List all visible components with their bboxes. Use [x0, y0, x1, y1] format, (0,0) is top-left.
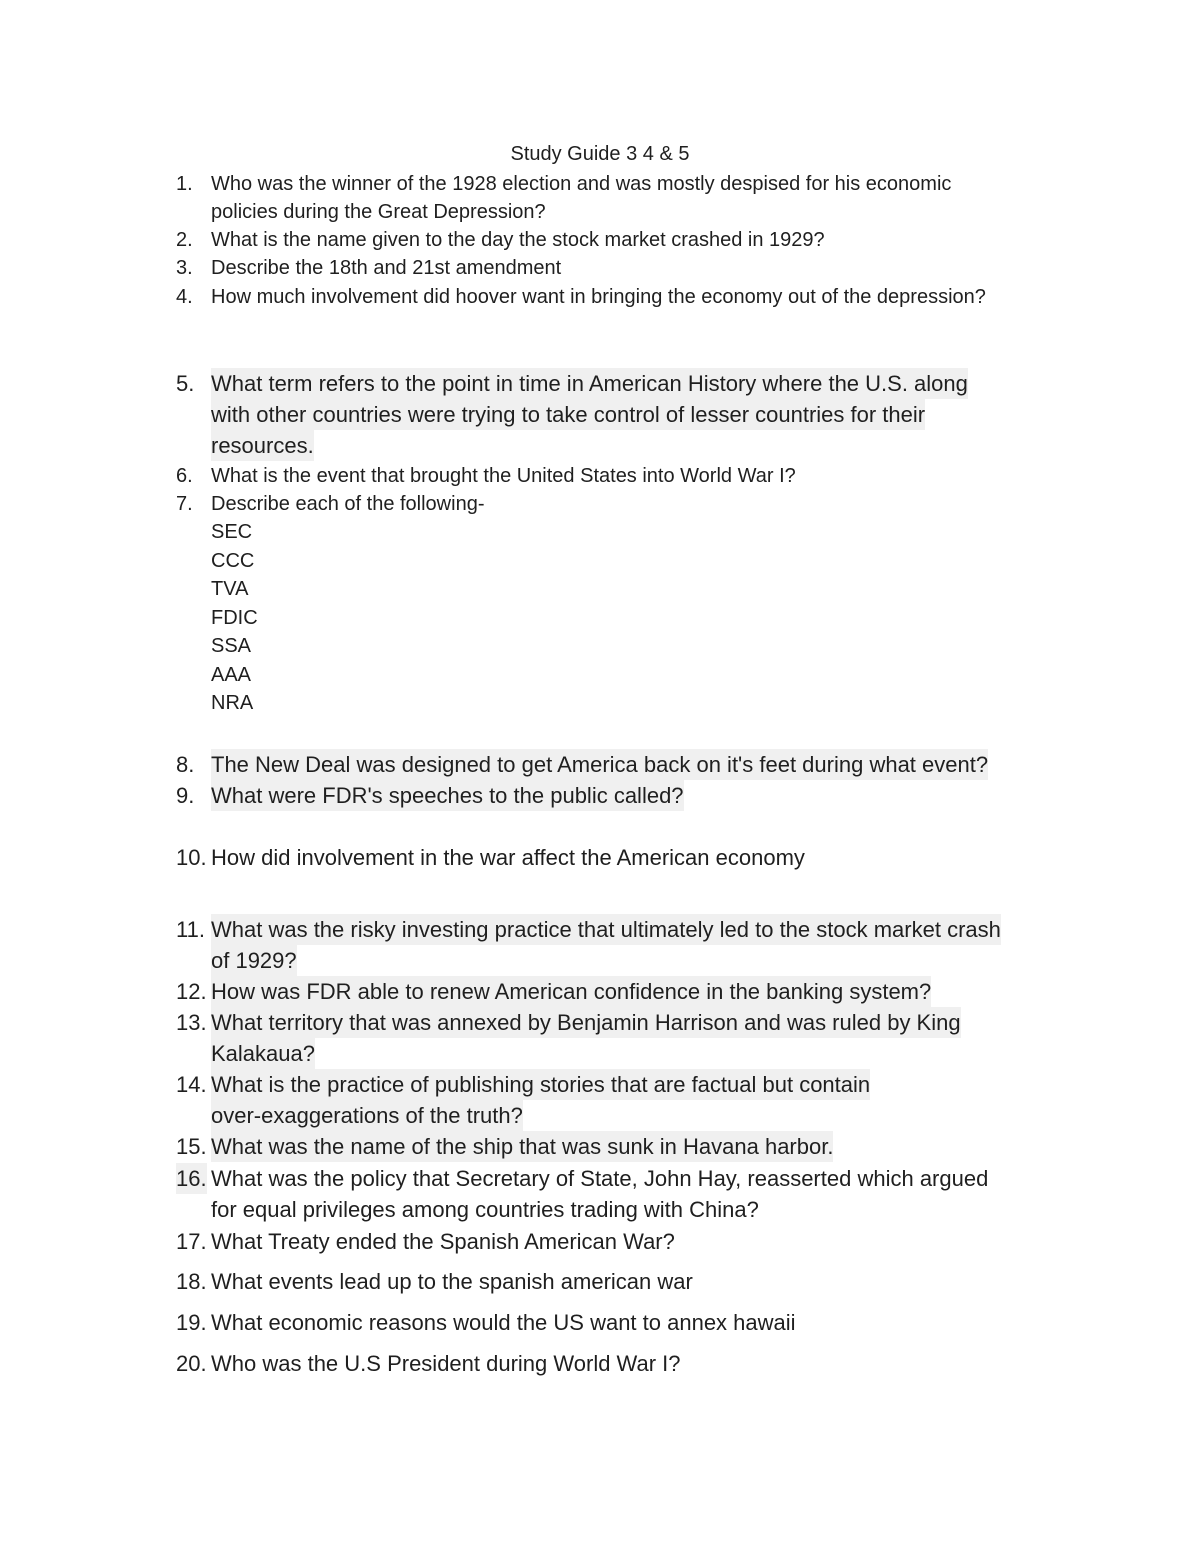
question-number: 9. — [176, 783, 195, 808]
question-number: 8. — [176, 752, 195, 777]
agency-item: SEC — [211, 521, 253, 543]
question-text: The New Deal was designed to get America back on it's feet during what event? — [211, 749, 988, 780]
agency-item: SSA — [211, 635, 252, 657]
question-number: 19. — [176, 1310, 207, 1335]
question-number: 20. — [176, 1351, 207, 1376]
question-text: What was the policy that Secretary of State, John Hay, reasserted which argued — [211, 1166, 989, 1191]
page-title: Study Guide 3 4 & 5 — [510, 143, 690, 165]
question-number: 16. — [176, 1163, 207, 1194]
question-text: resources. — [211, 430, 314, 461]
question-number: 5. — [176, 371, 195, 396]
question-number: 4. — [176, 286, 193, 308]
question-number: 2. — [176, 229, 193, 251]
question-text: What Treaty ended the Spanish American War? — [211, 1229, 675, 1254]
agency-item: NRA — [211, 692, 254, 714]
question-text: What is the event that brought the United States into World War I? — [211, 465, 796, 487]
agency-item: TVA — [211, 578, 249, 600]
question-text: of 1929? — [211, 945, 297, 976]
question-text: How was FDR able to renew American confidence in the banking system? — [211, 976, 931, 1007]
question-text: What term refers to the point in time in American History where the U.S. along — [211, 368, 968, 399]
agency-item: CCC — [211, 549, 255, 572]
question-text: with other countries were trying to take control of lesser countries for their — [211, 399, 925, 430]
question-text: What events lead up to the spanish american war — [211, 1269, 693, 1294]
question-number: 17. — [176, 1229, 207, 1254]
question-number: 11. — [176, 917, 205, 942]
question-text: What was the name of the ship that was sunk in Havana harbor. — [211, 1131, 833, 1162]
question-text: Kalakaua? — [211, 1038, 315, 1069]
agency-item: FDIC — [211, 606, 258, 629]
question-text: Who was the winner of the 1928 election and was mostly despised for his economic — [211, 173, 952, 195]
question-number: 15. — [176, 1134, 207, 1159]
agency-item: AAA — [211, 663, 252, 686]
agency-list — [211, 518, 258, 718]
question-text: What is the name given to the day the stock market crashed in 1929? — [211, 229, 825, 251]
question-text: What territory that was annexed by Benjamin Harrison and was ruled by King — [211, 1007, 961, 1038]
question-text: over-exaggerations of the truth? — [211, 1100, 523, 1131]
question-text: What were FDR's speeches to the public called? — [211, 780, 684, 811]
question-number: 18. — [176, 1269, 207, 1294]
question-text: Describe each of the following- — [211, 493, 485, 515]
question-text: policies during the Great Depression? — [211, 201, 546, 223]
question-number: 7. — [176, 493, 193, 515]
question-number: 1. — [176, 173, 193, 195]
question-text: Who was the U.S President during World War I? — [211, 1351, 681, 1376]
question-number: 10. — [176, 845, 207, 870]
question-number: 13. — [176, 1010, 207, 1035]
question-number: 6. — [176, 465, 193, 487]
question-text: How did involvement in the war affect the American economy — [211, 845, 805, 870]
question-text: What is the practice of publishing stories that are factual but contain — [211, 1069, 870, 1100]
question-text: Describe the 18th and 21st amendment — [211, 257, 562, 279]
question-text: How much involvement did hoover want in bringing the economy out of the depression? — [211, 286, 986, 308]
question-number: 12. — [176, 979, 207, 1004]
question-text: for equal privileges among countries trading with China? — [211, 1197, 759, 1222]
question-number: 14. — [176, 1072, 207, 1097]
question-text: What was the risky investing practice that ultimately led to the stock market crash — [211, 914, 1001, 945]
question-number: 3. — [176, 257, 193, 279]
question-text: What economic reasons would the US want to annex hawaii — [211, 1310, 796, 1335]
